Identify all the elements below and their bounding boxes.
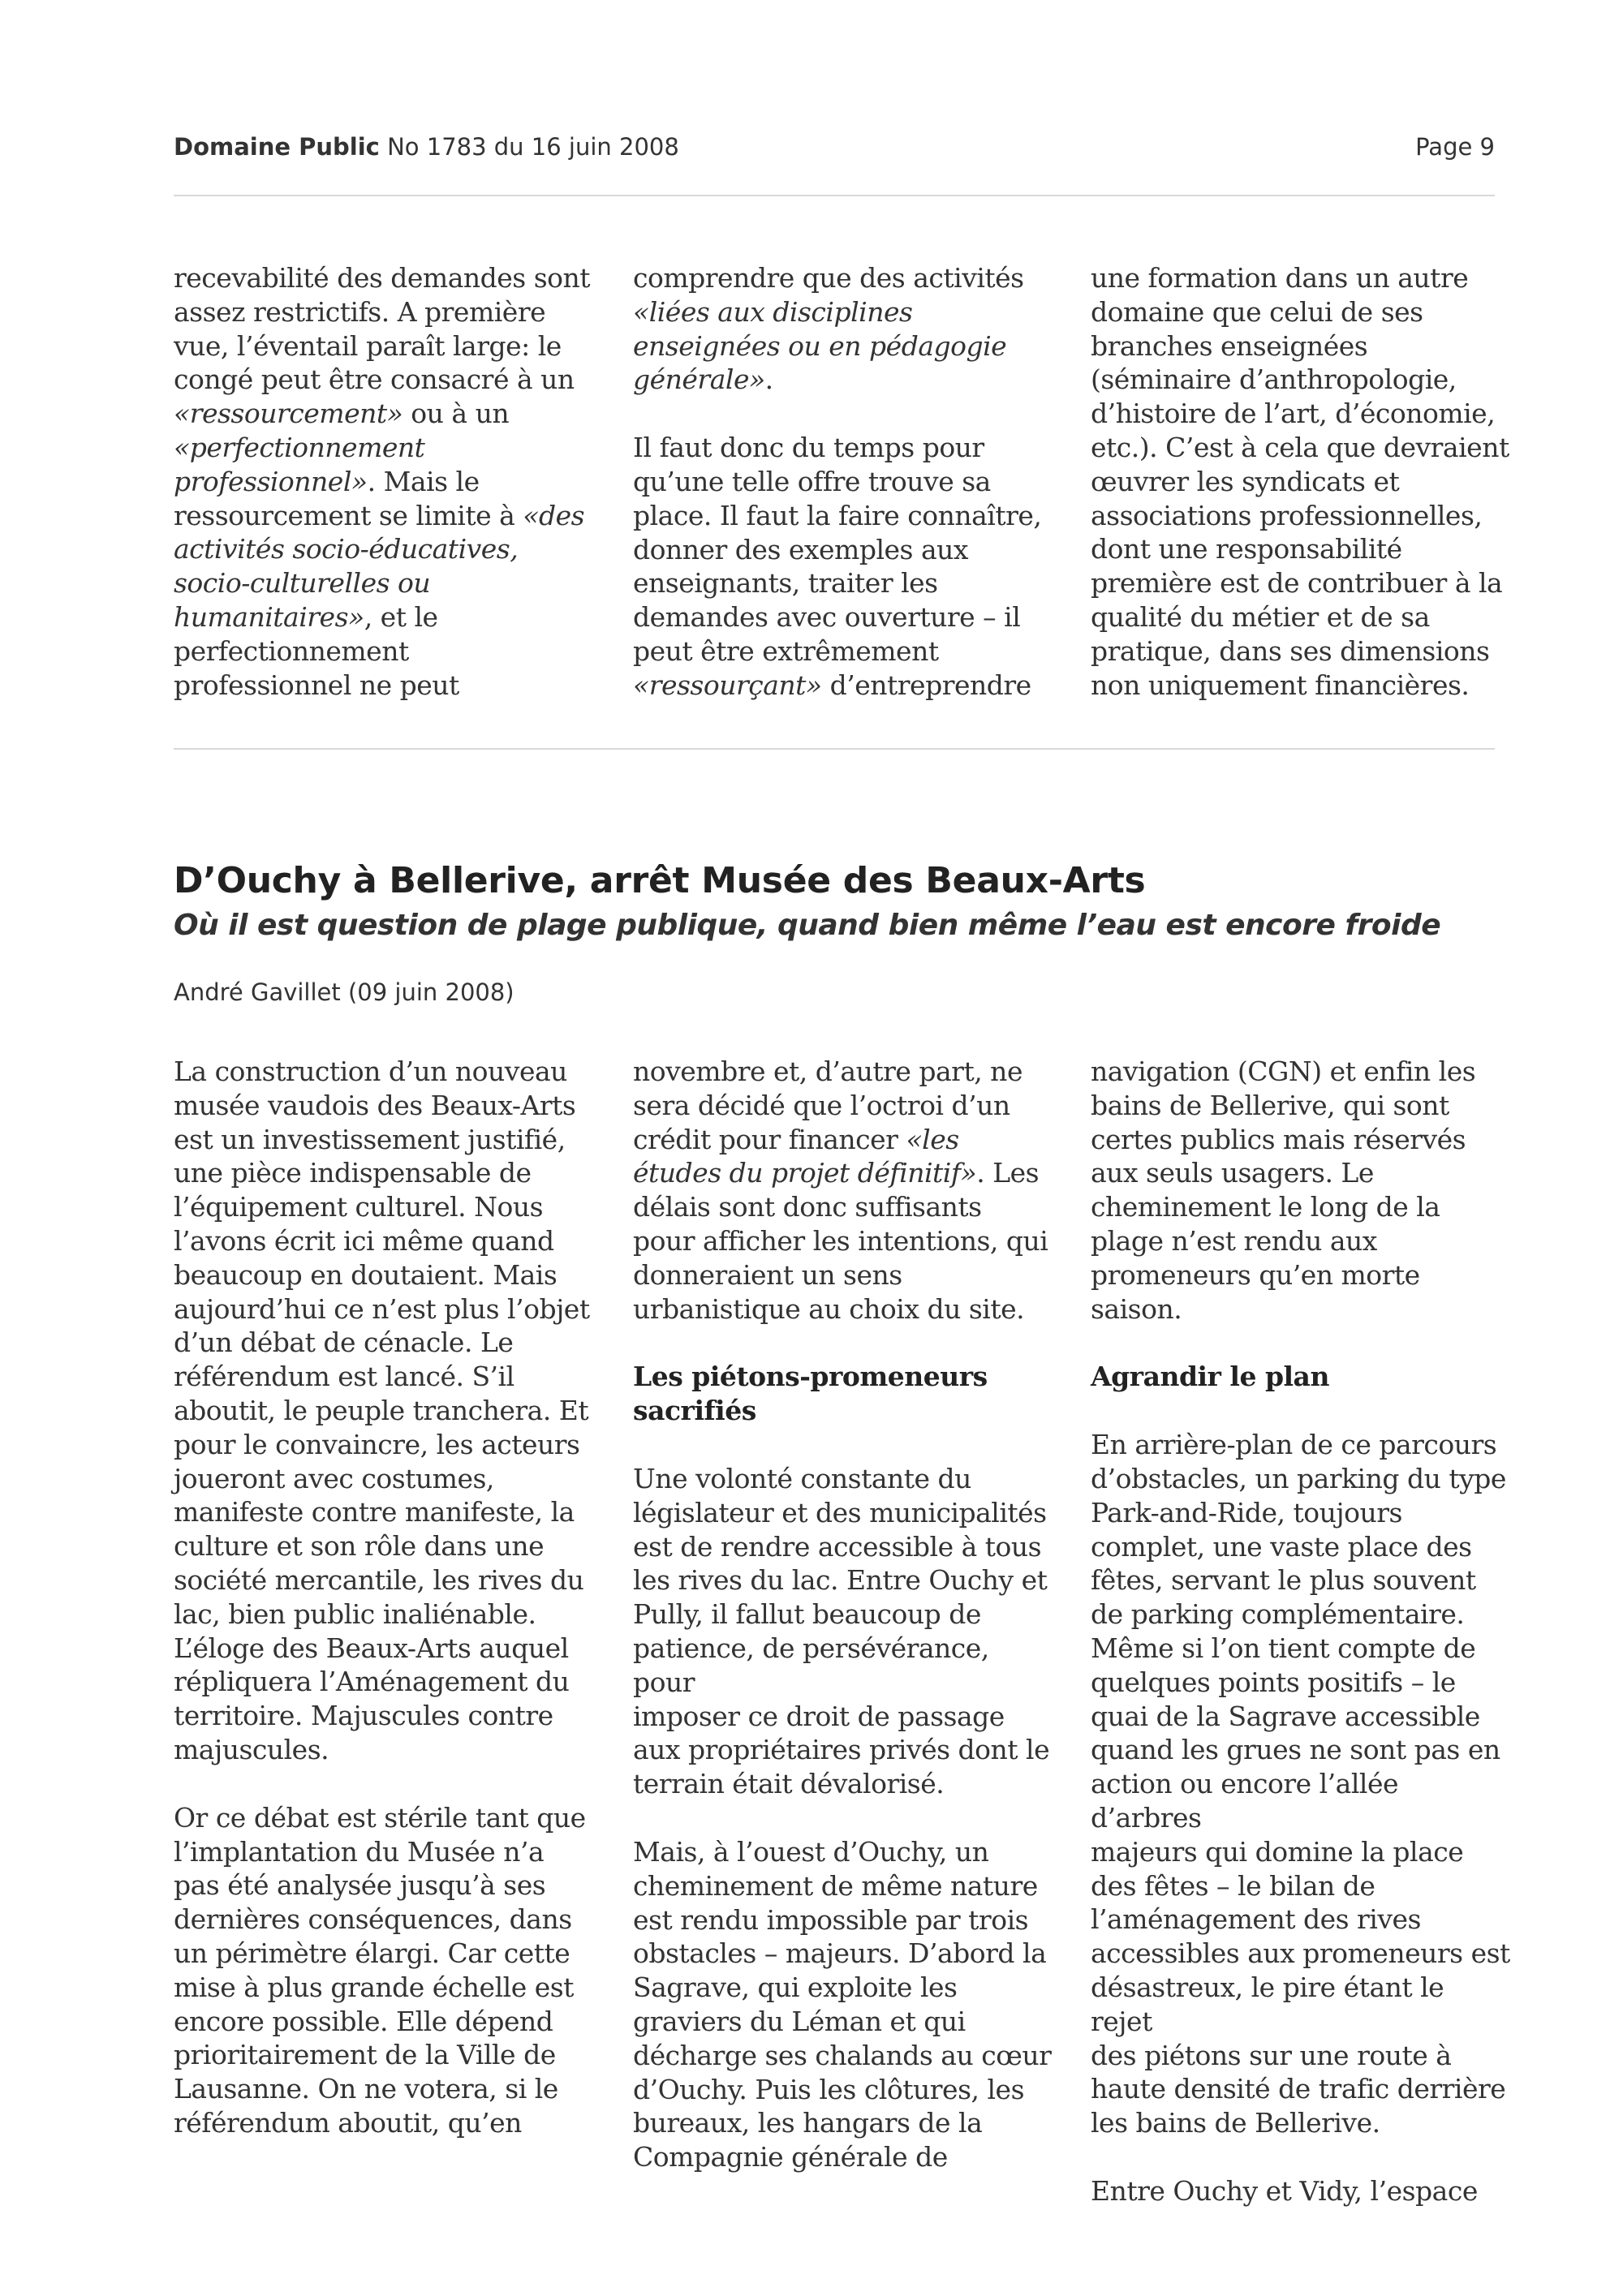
text-run: ou à un bbox=[411, 398, 510, 430]
text-run: Or ce débat est stérile tant que l’implantation du Musée n’a pas été analysée jusqu’à ses dernières conséquences, dans un périmètre élargi. Car cette mise à plus grande échelle est encore possible. Elle dépend prioritairement de la Ville de Lausanne. On ne votera, si le référendum aboutit, qu’en bbox=[174, 1801, 586, 2139]
paragraph bbox=[1091, 1428, 1513, 2140]
paragraph bbox=[1091, 261, 1513, 702]
paragraph bbox=[633, 1462, 1055, 1801]
text-run: En arrière-plan de ce parcours d’obstacles, un parking du type Park-and-Ride, toujours complet, une vaste place des fêtes, servant le plus souvent de parking complémentaire. Même si l’on tient compte de quelques points positifs – le quai de la Sagrave accessible quand les grues ne sont pas en action ou encore l’allée d’arbres majeurs qui domine la place des fêtes – le bilan de l’aménagement des rives accessibles aux promeneurs est désastreux, le pire étant le rejet des piétons sur une route à haute densité de trafic derrière les bains de Bellerive. bbox=[1091, 1429, 1510, 2139]
text-run: comprendre que des activités bbox=[633, 262, 1024, 294]
article-column-3 bbox=[1091, 1055, 1513, 2208]
prev-article-column-1 bbox=[174, 261, 596, 702]
issue-info: No 1783 du 16 juin 2008 bbox=[387, 133, 679, 161]
text-run: . Mais le ressourcement se limite à bbox=[174, 465, 515, 531]
italic-text: «ressourcement» bbox=[174, 398, 403, 430]
italic-text: «liées aux disciplines enseignées ou en pédagogie générale» bbox=[633, 295, 1007, 396]
article-title: D’Ouchy à Bellerive, arrêt Musée des Beaux-Arts bbox=[174, 860, 1146, 901]
paragraph bbox=[174, 1801, 596, 2140]
paragraph bbox=[633, 1835, 1055, 2174]
paragraph bbox=[633, 261, 1055, 397]
text-run: Une volonté constante du législateur et des municipalités est de rendre accessible à tous les rives du lac. Entre Ouchy et Pully, il fallut beaucoup de patience, de persévérance, pour imposer ce droit de passage aux propriétaires privés dont le terrain était dévalorisé. bbox=[633, 1462, 1050, 1800]
text-run: novembre et, d’autre part, ne sera décidé que l’octroi d’un crédit pour financer bbox=[633, 1056, 1022, 1155]
paragraph bbox=[174, 1055, 596, 1767]
prev-article-column-3 bbox=[1091, 261, 1513, 702]
text-run: navigation (CGN) et enfin les bains de Bellerive, qui sont certes publics mais réservés aux seuls usagers. Le cheminement le long de la plage n’est rendu aux promeneurs qu’en morte saison. bbox=[1091, 1056, 1476, 1325]
text-run: d’entreprendre bbox=[821, 669, 1031, 701]
article-divider bbox=[174, 748, 1495, 750]
text-run: recevabilité des demandes sont assez restrictifs. A première vue, l’éventail paraît large: le congé peut être consacré à un bbox=[174, 262, 591, 396]
paragraph bbox=[1091, 2174, 1513, 2208]
paragraph bbox=[633, 431, 1055, 702]
prev-article-column-2 bbox=[633, 261, 1055, 703]
text-run: . bbox=[764, 363, 773, 396]
italic-text: «des activités socio-éducatives, socio-culturelles ou humanitaires» bbox=[174, 499, 585, 633]
section-heading-pietons: Les piétons-promeneurs sacrifiés bbox=[633, 1361, 988, 1427]
page-header bbox=[174, 133, 1495, 161]
paragraph bbox=[174, 261, 596, 702]
paragraph bbox=[1091, 1055, 1513, 1326]
text-run: Il faut donc du temps pour qu’une telle offre trouve sa place. Il faut la faire connaître, donner des exemples aux enseignants, traiter les demandes avec ouverture – il peut être extrêmement bbox=[633, 432, 1042, 667]
italic-text: «les études du projet définitif» bbox=[633, 1123, 977, 1189]
header-divider bbox=[174, 195, 1495, 196]
text-run: , et le perfectionnement professionnel ne peut bbox=[174, 600, 459, 701]
paragraph bbox=[633, 1055, 1055, 1326]
article-column-2 bbox=[633, 1055, 1055, 2174]
text-run: une formation dans un autre domaine que celui de ses branches enseignées (séminaire d’anthropologie, d’histoire de l’art, d’économie, etc.). C’est à cela que devraient œuvrer les syndicats et associations professionnelles, dont une responsabilité première est de contribuer à la qualité du métier et de sa pratique, dans ses dimensions non uniquement financières. bbox=[1091, 262, 1509, 701]
article-column-1 bbox=[174, 1055, 596, 2140]
text-run: Mais, à l’ouest d’Ouchy, un cheminement de même nature est rendu impossible par trois obstacles – majeurs. D’abord la Sagrave, qui exploite les graviers du Léman et qui décharge ses chalands au cœur d’Ouchy. Puis les clôtures, les bureaux, les hangars de la Compagnie générale de bbox=[633, 1835, 1052, 2173]
text-run: La construction d’un nouveau musée vaudois des Beaux-Arts est un investissement justifié, une pièce indispensable de l’équipement culturel. Nous l’avons écrit ici même quand beaucoup en doutaient. Mais aujourd’hui ce n’est plus l’objet d’un débat de cénacle. Le référendum est lancé. S’il aboutit, le peuple tranchera. Et pour le convaincre, les acteurs joueront avec costumes, manifeste contre manifeste, la culture et son rôle dans une société mercantile, les rives du lac, bien public inaliénable. L’éloge des Beaux-Arts auquel répliquera l’Aménagement du territoire. Majuscules contre majuscules. bbox=[174, 1056, 590, 1765]
text-run: Entre Ouchy et Vidy, l’espace bbox=[1091, 2174, 1478, 2207]
page-number: Page 9 bbox=[1415, 133, 1495, 161]
publication-issue bbox=[174, 133, 679, 161]
article-byline: André Gavillet (09 juin 2008) bbox=[174, 978, 514, 1006]
italic-text: «ressourçant» bbox=[633, 669, 822, 701]
publication-name: Domaine Public bbox=[174, 133, 380, 161]
section-heading-agrandir: Agrandir le plan bbox=[1091, 1361, 1329, 1393]
article-subtitle: Où il est question de plage publique, quand bien même l’eau est encore froide bbox=[174, 909, 1441, 942]
italic-text: «perfectionnement professionnel» bbox=[174, 431, 425, 497]
text-run: . Les délais sont donc suffisants pour afficher les intentions, qui donneraient un sens urbanistique au choix du site. bbox=[633, 1157, 1048, 1325]
